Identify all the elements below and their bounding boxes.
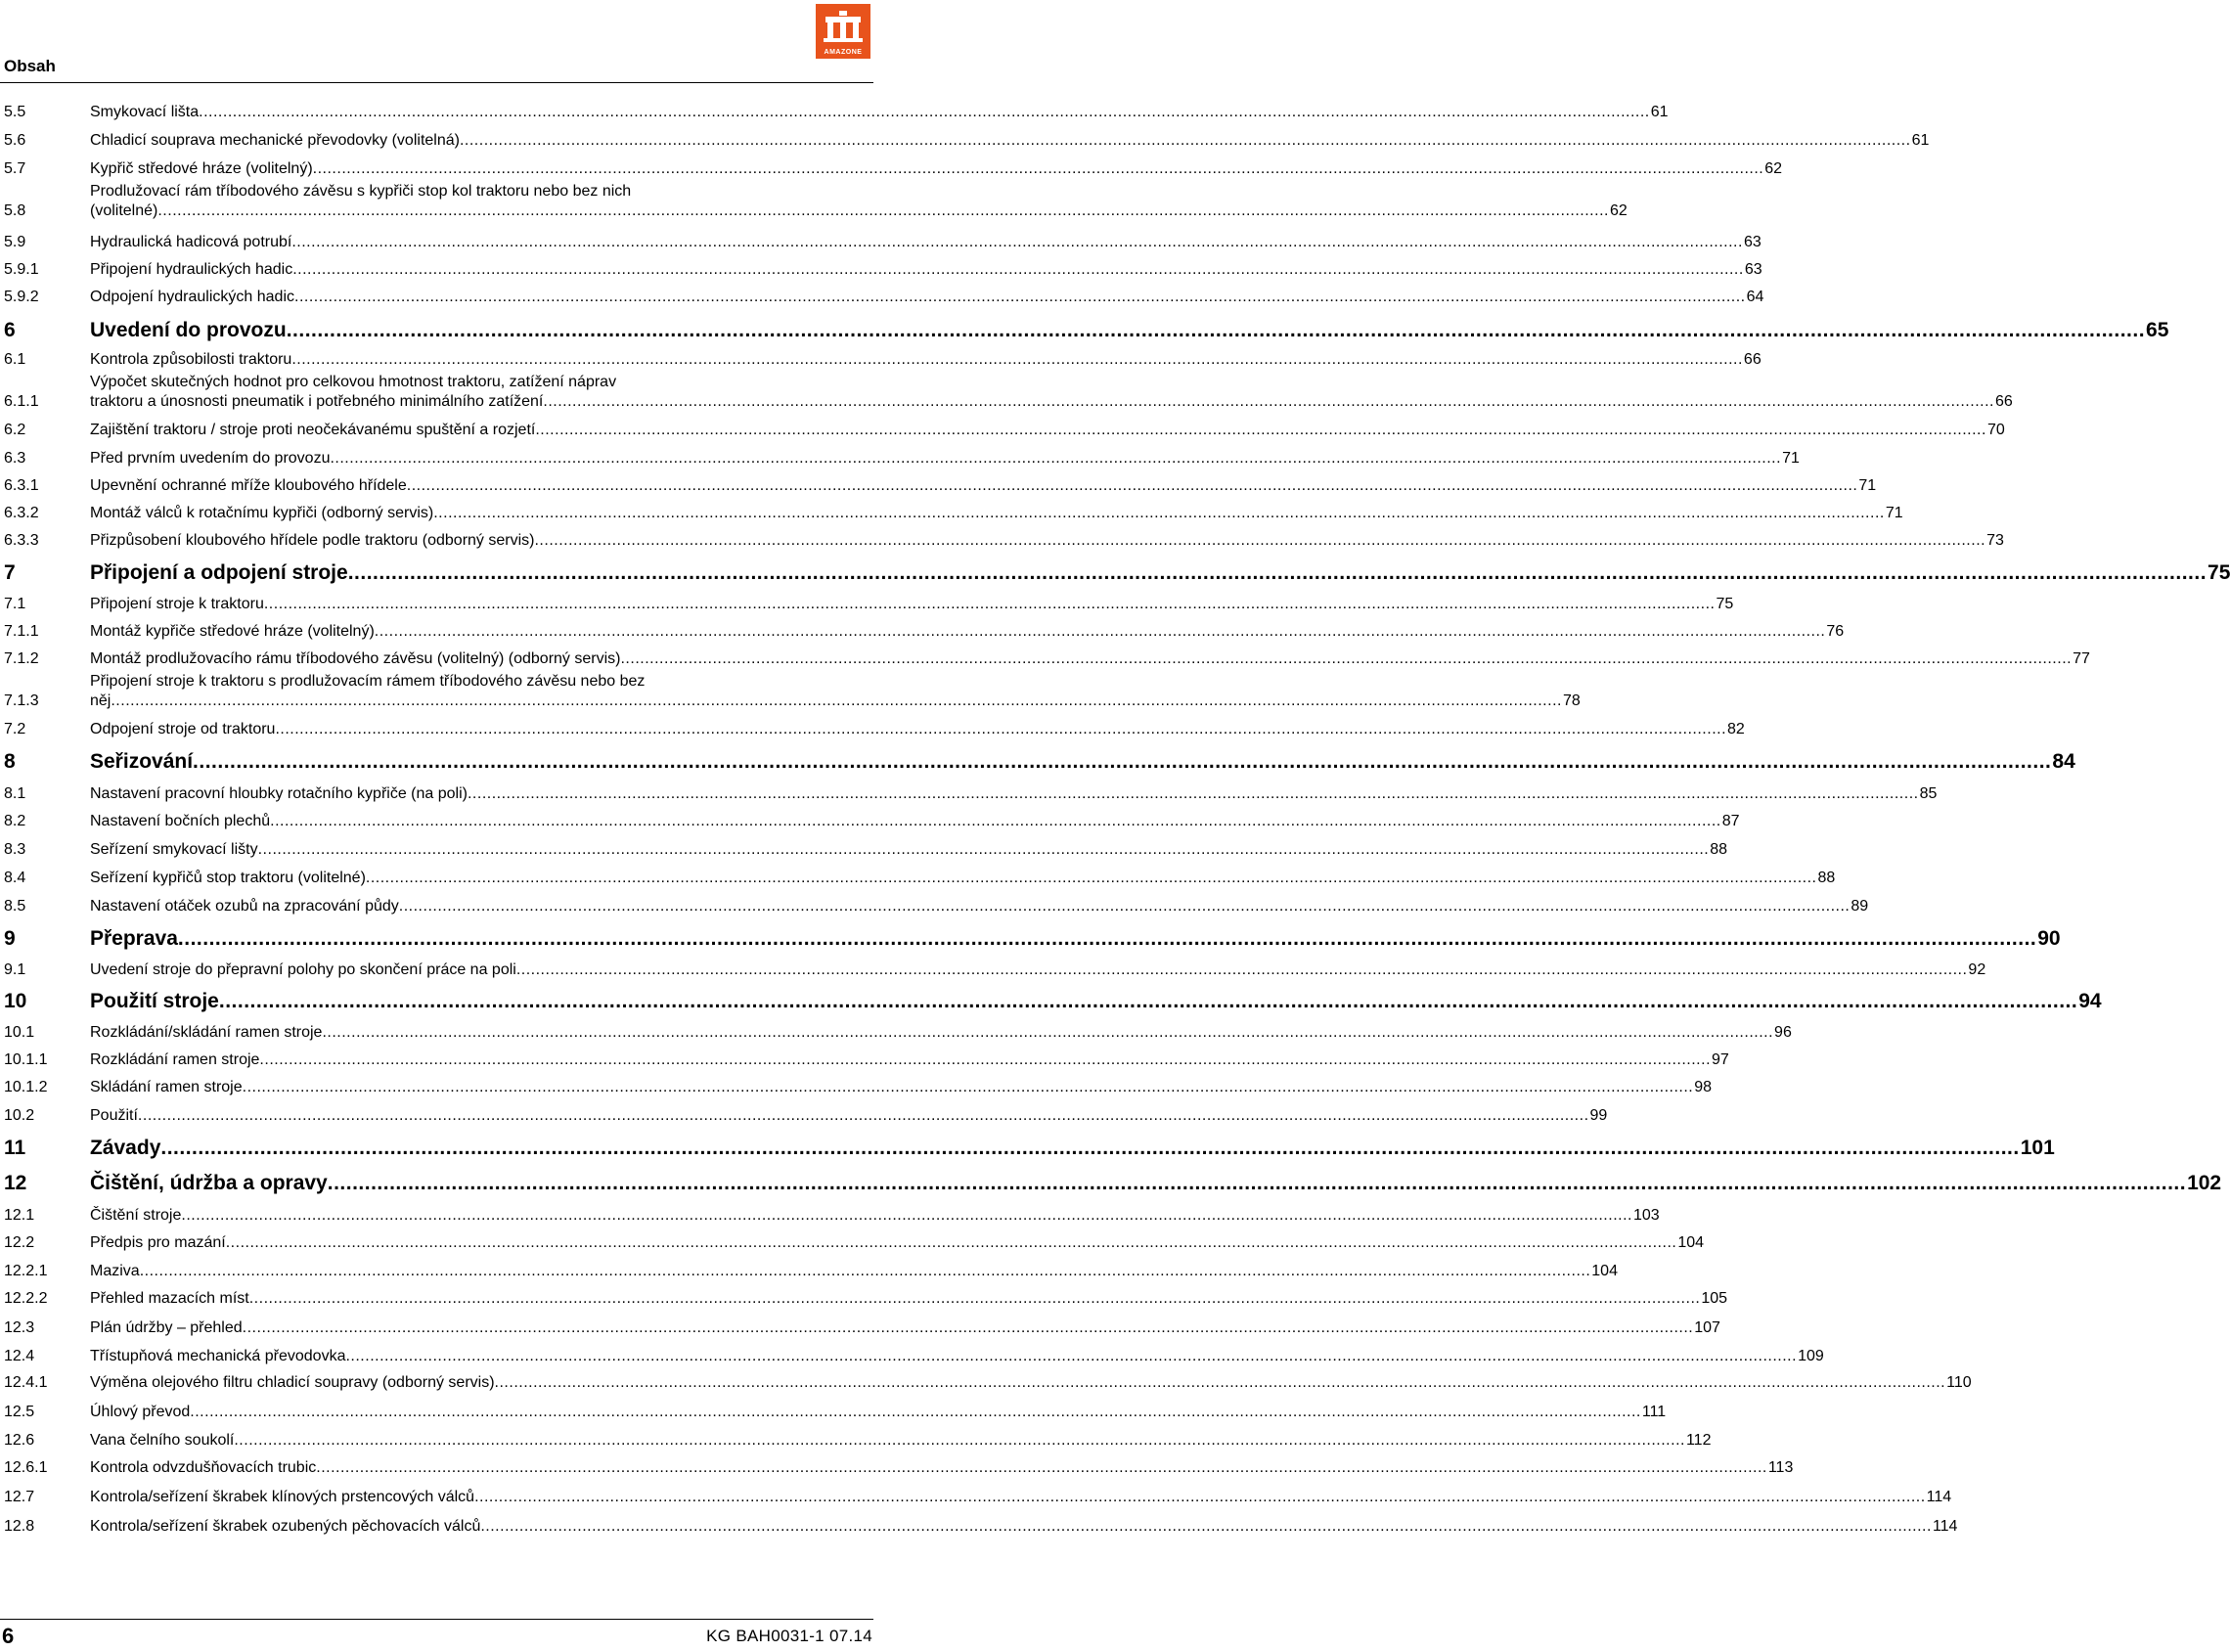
toc-entry-number: 11 (4, 1137, 26, 1159)
toc-entry-number: 8 (4, 750, 16, 773)
toc-entry[interactable] (4, 1488, 1952, 1507)
toc-entry-number: 9 (4, 927, 16, 950)
toc-page-number: 66 (1994, 393, 2013, 410)
amazone-logo-icon (822, 9, 865, 46)
toc-dot-leader: ............................................................................................................................................................................................................................................................................................................ (275, 721, 1727, 737)
toc-dot-leader: ............................................................................................................................................................................................................................................................................................................ (270, 813, 1721, 829)
toc-dot-leader: ............................................................................................................................................................................................................................................................................................................ (259, 1051, 1712, 1068)
toc-dot-leader: ............................................................................................................................................................................................................................................................................................................ (327, 1172, 2187, 1194)
toc-page-number: 87 (1721, 813, 1740, 829)
toc-chapter-entry[interactable] (4, 989, 2102, 1014)
toc-dot-leader: ............................................................................................................................................................................................................................................................................................................ (459, 132, 1911, 149)
toc-entry-number: 12.4 (4, 1348, 35, 1364)
toc-dot-leader: ............................................................................................................................................................................................................................................................................................................ (286, 319, 2146, 341)
toc-page-number: 75 (2208, 561, 2230, 584)
toc-entry-title: Před prvním uvedením do provozu (90, 450, 331, 467)
toc-entry-title: Odpojení hydraulických hadic (90, 289, 295, 305)
toc-dot-leader: ............................................................................................................................................................................................................................................................................................................ (225, 1234, 1677, 1251)
toc-entry[interactable] (4, 449, 1800, 469)
toc-entry[interactable] (4, 1206, 1660, 1226)
toc-entry[interactable] (4, 373, 2013, 412)
toc-entry-title: Předpis pro mazání (90, 1234, 226, 1251)
toc-dot-leader: ............................................................................................................................................................................................................................................................................................................ (234, 1432, 1685, 1449)
toc-entry[interactable] (4, 504, 1903, 523)
toc-entry[interactable] (4, 595, 1734, 614)
toc-entry-title: Kontrola způsobilosti traktoru (90, 351, 292, 368)
toc-page-number: 62 (1609, 202, 1628, 219)
toc-entry[interactable] (4, 421, 2005, 440)
toc-entry-number: 7.1 (4, 596, 26, 612)
header-divider (0, 82, 873, 83)
toc-page-number: 114 (1932, 1518, 1958, 1535)
toc-chapter-entry[interactable] (4, 926, 2061, 952)
toc-dot-leader: ............................................................................................................................................................................................................................................................................................................ (257, 841, 1710, 858)
toc-dot-leader: ............................................................................................................................................................................................................................................................................................................ (139, 1263, 1591, 1279)
toc-entry[interactable] (4, 159, 1783, 179)
toc-page-number: 107 (1694, 1319, 1720, 1336)
toc-entry-title: Čištění, údržba a opravy (90, 1172, 328, 1194)
toc-entry-number: 8.2 (4, 813, 26, 829)
toc-dot-leader: ............................................................................................................................................................................................................................................................................................................ (347, 561, 2208, 584)
toc-entry-title: Plán údržby – přehled (90, 1319, 243, 1336)
toc-dot-leader: ............................................................................................................................................................................................................................................................................................................ (467, 785, 1919, 802)
toc-page-number: 113 (1767, 1459, 1794, 1476)
toc-entry[interactable] (4, 1233, 1705, 1253)
toc-entry-title: Použití stroje (90, 990, 219, 1012)
toc-page-number: 70 (1986, 422, 2005, 438)
toc-page-number: 75 (1716, 596, 1734, 612)
toc-dot-leader: ............................................................................................................................................................................................................................................................................................................ (494, 1374, 1946, 1391)
toc-page-number: 71 (1885, 505, 1903, 521)
toc-dot-leader: ............................................................................................................................................................................................................................................................................................................ (620, 650, 2073, 667)
toc-dot-leader: ............................................................................................................................................................................................................................................................................................................ (218, 990, 2078, 1012)
toc-entry-number: 6.3.3 (4, 532, 39, 549)
toc-dot-leader: ............................................................................................................................................................................................................................................................................................................ (193, 750, 2052, 773)
toc-page-number: 82 (1727, 721, 1745, 737)
toc-entry-title: (volitelné) (90, 202, 158, 219)
toc-page-number: 66 (1743, 351, 1762, 368)
toc-entry[interactable] (4, 1458, 1794, 1478)
toc-page-number: 88 (1817, 870, 1836, 886)
toc-entry[interactable] (4, 1106, 1608, 1126)
toc-entry-title: Použití (90, 1107, 138, 1124)
toc-entry[interactable] (4, 784, 1938, 804)
toc-entry-title: Připojení stroje k traktoru s prodlužovacím rámem tříbodového závěsu nebo bez (90, 673, 646, 690)
toc-entry[interactable] (4, 840, 1727, 860)
toc-chapter-entry[interactable] (4, 1136, 2055, 1161)
toc-entry-number: 6.3.2 (4, 505, 39, 521)
toc-entry-title: Kontrola/seřízení škrabek klínových prstencových válců (90, 1489, 475, 1505)
toc-page-number: 114 (1926, 1489, 1952, 1505)
toc-entry-number: 12.6 (4, 1432, 35, 1449)
toc-entry-title: Zajištění traktoru / stroje proti neočekávanému spuštění a rozjetí (90, 422, 536, 438)
toc-chapter-entry[interactable] (4, 1171, 2222, 1196)
toc-entry-number: 6.3.1 (4, 477, 39, 494)
toc-entry-title: Vana čelního soukolí (90, 1432, 235, 1449)
toc-page-number: 98 (1694, 1079, 1713, 1095)
toc-dot-leader: ............................................................................................................................................................................................................................................................................................................ (291, 351, 1743, 368)
toc-entry[interactable] (4, 869, 1836, 888)
toc-entry-title: Prodlužovací rám tříbodového závěsu s kypřiči stop kol traktoru nebo bez nich (90, 183, 632, 200)
toc-entry[interactable] (4, 531, 2004, 551)
toc-entry[interactable] (4, 1023, 1792, 1043)
toc-chapter-entry[interactable] (4, 560, 2230, 586)
toc-dot-leader: ............................................................................................................................................................................................................................................................................................................ (433, 505, 1885, 521)
toc-entry-title: Třístupňová mechanická převodovka (90, 1348, 346, 1364)
toc-entry-title: Kypřič středové hráze (volitelný) (90, 160, 313, 177)
toc-page-number: 84 (2052, 750, 2075, 773)
toc-entry-title: Hydraulická hadicová potrubí (90, 234, 292, 250)
toc-page-number: 89 (1851, 898, 1869, 915)
toc-entry-number: 5.8 (4, 202, 26, 219)
toc-entry-number: 10.1.1 (4, 1051, 48, 1068)
toc-entry-title: Montáž válců k rotačnímu kypřiči (odborný servis) (90, 505, 434, 521)
toc-entry[interactable] (4, 131, 1930, 151)
toc-page-number: 112 (1685, 1432, 1712, 1449)
toc-entry-title: Rozkládání ramen stroje (90, 1051, 260, 1068)
toc-entry-title: traktoru a únosnosti pneumatik i potřebného minimálního zatížení (90, 393, 544, 410)
toc-chapter-entry[interactable] (4, 749, 2075, 775)
toc-dot-leader: ............................................................................................................................................................................................................................................................................................................ (177, 927, 2037, 950)
toc-entry[interactable] (4, 182, 1628, 221)
toc-entry-title: Skládání ramen stroje (90, 1079, 243, 1095)
toc-entry-title: Maziva (90, 1263, 140, 1279)
toc-entry-title: Připojení stroje k traktoru (90, 596, 264, 612)
toc-page-number: 97 (1712, 1051, 1729, 1068)
toc-entry-number: 12.2 (4, 1234, 35, 1251)
toc-entry-number: 10.1.2 (4, 1079, 48, 1095)
toc-entry-title: Připojení a odpojení stroje (90, 561, 348, 584)
toc-entry-number: 9.1 (4, 961, 26, 978)
toc-entry-title: Seřízení kypřičů stop traktoru (volitelné) (90, 870, 366, 886)
toc-entry-number: 12.5 (4, 1404, 35, 1420)
toc-dot-leader: ............................................................................................................................................................................................................................................................................................................ (398, 898, 1851, 915)
toc-entry-number: 5.6 (4, 132, 26, 149)
toc-entry-number: 7.1.3 (4, 692, 39, 709)
toc-page-number: 99 (1589, 1107, 1608, 1124)
toc-entry-title: Montáž kypřiče středové hráze (volitelný) (90, 623, 375, 640)
toc-entry-number: 12.6.1 (4, 1459, 48, 1476)
toc-page-number: 111 (1641, 1404, 1667, 1420)
toc-entry-number: 5.9 (4, 234, 26, 250)
toc-entry[interactable] (4, 897, 1869, 916)
toc-entry-number: 12.1 (4, 1207, 35, 1224)
toc-entry-title: Přizpůsobení kloubového hřídele podle traktoru (odborný servis) (90, 532, 535, 549)
toc-dot-leader: ............................................................................................................................................................................................................................................................................................................ (291, 234, 1743, 250)
toc-entry-title: Čištění stroje (90, 1207, 182, 1224)
toc-entry-title: Seřizování (90, 750, 194, 773)
toc-dot-leader: ............................................................................................................................................................................................................................................................................................................ (534, 532, 1986, 549)
toc-page-number: 76 (1826, 623, 1845, 640)
toc-entry-number: 7.2 (4, 721, 26, 737)
toc-entry-number: 6.1.1 (4, 393, 39, 410)
toc-entry-number: 8.3 (4, 841, 26, 858)
toc-entry[interactable] (4, 649, 2090, 669)
toc-page-number: 77 (2073, 650, 2090, 667)
toc-dot-leader: ............................................................................................................................................................................................................................................................................................................ (480, 1518, 1932, 1535)
toc-dot-leader: ............................................................................................................................................................................................................................................................................................................ (157, 202, 1609, 219)
toc-entry[interactable] (4, 1050, 1729, 1070)
toc-entry-number: 5.7 (4, 160, 26, 177)
toc-dot-leader: ............................................................................................................................................................................................................................................................................................................ (312, 160, 1764, 177)
toc-entry[interactable] (4, 103, 1669, 122)
toc-entry-number: 12.8 (4, 1518, 35, 1535)
toc-entry-title: Připojení hydraulických hadic (90, 261, 293, 278)
toc-entry-title: Přehled mazacích míst (90, 1290, 249, 1307)
toc-entry-number: 12 (4, 1172, 27, 1194)
toc-chapter-entry[interactable] (4, 318, 2169, 343)
toc-page-number: 78 (1562, 692, 1581, 709)
toc-entry[interactable] (4, 720, 1745, 739)
toc-entry-title: Úhlový převod (90, 1404, 191, 1420)
toc-entry[interactable] (4, 1373, 1972, 1393)
toc-entry[interactable] (4, 350, 1762, 370)
toc-page-number: 104 (1677, 1234, 1705, 1251)
toc-entry-number: 6.1 (4, 351, 26, 368)
toc-entry[interactable] (4, 1347, 1824, 1366)
toc-dot-leader: ............................................................................................................................................................................................................................................................................................................ (263, 596, 1716, 612)
toc-entry[interactable] (4, 622, 1845, 642)
logo-text: AMAZONE (824, 49, 863, 56)
toc-dot-leader: ............................................................................................................................................................................................................................................................................................................ (406, 477, 1858, 494)
toc-entry-number: 6.3 (4, 450, 26, 467)
toc-entry-number: 7.1.2 (4, 650, 39, 667)
toc-entry-number: 12.4.1 (4, 1374, 48, 1391)
toc-page-number: 61 (1911, 132, 1930, 149)
toc-dot-leader: ............................................................................................................................................................................................................................................................................................................ (190, 1404, 1641, 1420)
toc-entry-number: 12.3 (4, 1319, 35, 1336)
toc-dot-leader: ............................................................................................................................................................................................................................................................................................................ (374, 623, 1826, 640)
footer-document-code: KG BAH0031-1 07.14 (706, 1627, 872, 1645)
toc-dot-leader: ............................................................................................................................................................................................................................................................................................................ (294, 289, 1746, 305)
toc-page-number: 92 (1968, 961, 1986, 978)
toc-dot-leader: ............................................................................................................................................................................................................................................................................................................ (316, 1459, 1767, 1476)
toc-entry[interactable] (4, 1431, 1712, 1451)
toc-entry-title: Výměna olejového filtru chladicí soupravy (odborný servis) (90, 1374, 495, 1391)
toc-dot-leader: ............................................................................................................................................................................................................................................................................................................ (199, 104, 1650, 120)
toc-dot-leader: ............................................................................................................................................................................................................................................................................................................ (322, 1024, 1774, 1041)
toc-entry-number: 12.7 (4, 1489, 35, 1505)
toc-entry-number: 12.2.2 (4, 1290, 48, 1307)
toc-entry-title: Přeprava (90, 927, 178, 950)
footer-divider (0, 1619, 873, 1620)
toc-dot-leader: ............................................................................................................................................................................................................................................................................................................ (111, 692, 1562, 709)
toc-entry-title: Montáž prodlužovacího rámu tříbodového závěsu (volitelný) (odborný servis) (90, 650, 621, 667)
toc-entry[interactable] (4, 1262, 1618, 1281)
toc-entry[interactable] (4, 1403, 1667, 1422)
toc-page-number: 101 (2020, 1137, 2055, 1159)
toc-entry-number: 7 (4, 561, 16, 584)
toc-page-number: 104 (1591, 1263, 1618, 1279)
toc-entry-number: 12.2.1 (4, 1263, 48, 1279)
toc-entry[interactable] (4, 1517, 1958, 1537)
toc-entry[interactable] (4, 260, 1762, 280)
toc-dot-leader: ............................................................................................................................................................................................................................................................................................................ (248, 1290, 1701, 1307)
toc-entry-title: Nastavení pracovní hloubky rotačního kypřiče (na poli) (90, 785, 468, 802)
toc-entry-number: 10.2 (4, 1107, 35, 1124)
toc-entry-title: Smykovací lišta (90, 104, 200, 120)
toc-entry[interactable] (4, 672, 1581, 711)
toc-dot-leader: ............................................................................................................................................................................................................................................................................................................ (535, 422, 1986, 438)
toc-entry[interactable] (4, 1289, 1728, 1309)
toc-entry-title: Závady (90, 1137, 161, 1159)
toc-dot-leader: ............................................................................................................................................................................................................................................................................................................ (160, 1137, 2020, 1159)
toc-page-number: 63 (1744, 261, 1762, 278)
toc-dot-leader: ............................................................................................................................................................................................................................................................................................................ (242, 1319, 1694, 1336)
toc-entry-title: Odpojení stroje od traktoru (90, 721, 276, 737)
toc-page-number: 65 (2146, 319, 2169, 341)
toc-entry-title: Výpočet skutečných hodnot pro celkovou hmotnost traktoru, zatížení náprav (90, 374, 617, 390)
toc-entry-title: Upevnění ochranné mříže kloubového hřídele (90, 477, 407, 494)
toc-entry[interactable] (4, 960, 1986, 980)
toc-page-number: 85 (1919, 785, 1938, 802)
toc-entry[interactable] (4, 1318, 1720, 1338)
toc-page-number: 94 (2078, 990, 2102, 1012)
toc-entry-number: 5.5 (4, 104, 26, 120)
toc-entry-title: Chladicí souprava mechanické převodovky (volitelná) (90, 132, 460, 149)
toc-page-number: 88 (1710, 841, 1727, 858)
toc-entry-title: Uvedení stroje do přepravní polohy po skončení práce na poli (90, 961, 516, 978)
toc-dot-leader: ............................................................................................................................................................................................................................................................................................................ (181, 1207, 1632, 1224)
toc-entry[interactable] (4, 476, 1877, 496)
toc-page-number: 90 (2037, 927, 2061, 950)
toc-page-number: 71 (1782, 450, 1800, 467)
toc-dot-leader: ............................................................................................................................................................................................................................................................................................................ (137, 1107, 1589, 1124)
toc-entry-number: 8.1 (4, 785, 26, 802)
toc-dot-leader: ............................................................................................................................................................................................................................................................................................................ (330, 450, 1782, 467)
toc-entry[interactable] (4, 1078, 1713, 1097)
toc-dot-leader: ............................................................................................................................................................................................................................................................................................................ (515, 961, 1968, 978)
toc-dot-leader: ............................................................................................................................................................................................................................................................................................................ (292, 261, 1744, 278)
toc-page-number: 103 (1632, 1207, 1660, 1224)
toc-page-number: 61 (1650, 104, 1669, 120)
toc-dot-leader: ............................................................................................................................................................................................................................................................................................................ (242, 1079, 1694, 1095)
toc-dot-leader: ............................................................................................................................................................................................................................................................................................................ (345, 1348, 1798, 1364)
toc-entry-title: Seřízení smykovací lišty (90, 841, 258, 858)
toc-entry-number: 7.1.1 (4, 623, 39, 640)
amazone-logo (816, 4, 870, 59)
toc-page-number: 64 (1746, 289, 1764, 305)
toc-page-number: 73 (1986, 532, 2004, 549)
page-title: Obsah (4, 57, 56, 75)
toc-entry-number: 6.2 (4, 422, 26, 438)
footer-page-number: 6 (2, 1624, 15, 1648)
toc-entry-number: 5.9.2 (4, 289, 39, 305)
toc-entry-title: Nastavení bočních plechů (90, 813, 271, 829)
toc-page-number: 63 (1743, 234, 1762, 250)
toc-dot-leader: ............................................................................................................................................................................................................................................................................................................ (474, 1489, 1926, 1505)
toc-entry-title: Nastavení otáček ozubů na zpracování půdy (90, 898, 399, 915)
toc-entry-number: 5.9.1 (4, 261, 39, 278)
toc-page-number: 62 (1764, 160, 1783, 177)
toc-entry[interactable] (4, 288, 1764, 307)
toc-entry-title: Rozkládání/skládání ramen stroje (90, 1024, 323, 1041)
toc-entry[interactable] (4, 812, 1740, 831)
toc-entry-title: Kontrola odvzdušňovacích trubic (90, 1459, 317, 1476)
toc-dot-leader: ............................................................................................................................................................................................................................................................................................................ (543, 393, 1994, 410)
toc-entry-number: 8.4 (4, 870, 26, 886)
toc-page-number: 109 (1798, 1348, 1824, 1364)
toc-entry[interactable] (4, 233, 1762, 252)
toc-entry-number: 10.1 (4, 1024, 35, 1041)
toc-entry-title: něj (90, 692, 112, 709)
toc-page-number: 71 (1858, 477, 1877, 494)
toc-entry-title: Uvedení do provozu (90, 319, 287, 341)
toc-page-number: 102 (2187, 1172, 2222, 1194)
toc-page-number: 110 (1946, 1374, 1972, 1391)
toc-entry-number: 8.5 (4, 898, 26, 915)
toc-dot-leader: ............................................................................................................................................................................................................................................................................................................ (365, 870, 1817, 886)
toc-page-number: 105 (1701, 1290, 1728, 1307)
toc-entry-number: 10 (4, 990, 27, 1012)
toc-entry-number: 6 (4, 319, 16, 341)
toc-entry-title: Kontrola/seřízení škrabek ozubených pěchovacích válců (90, 1518, 481, 1535)
toc-page-number: 96 (1774, 1024, 1792, 1041)
